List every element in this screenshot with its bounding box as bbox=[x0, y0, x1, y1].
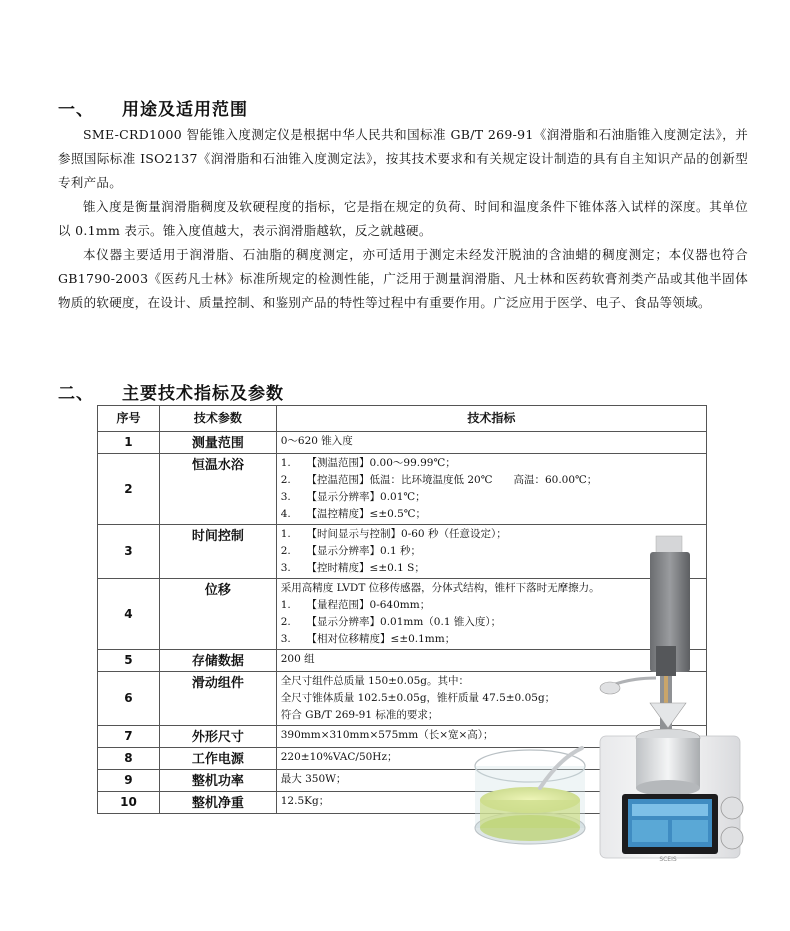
row-parameter: 存储数据 bbox=[159, 650, 276, 672]
row-parameter: 位移 bbox=[159, 579, 276, 650]
section1-title: 用途及适用范围 bbox=[122, 100, 248, 120]
spec-line: 12.5Kg； bbox=[280, 795, 330, 807]
row-parameter: 恒温水浴 bbox=[159, 454, 276, 525]
spec-line: 1. 【量程范围】0-640mm； bbox=[280, 599, 431, 611]
spec-line: 采用高精度 LVDT 位移传感器，分体式结构，锥杆下落时无摩擦力。 bbox=[280, 582, 600, 594]
spec-line: 2. 【控温范围】低温：比环境温度低 20℃ 高温：60.00℃； bbox=[280, 474, 598, 486]
spec-line: 全尺寸组件总质量 150±0.05g。其中： bbox=[280, 675, 470, 687]
row-parameter: 滑动组件 bbox=[159, 672, 276, 726]
row-number: 10 bbox=[98, 792, 160, 814]
header-spec: 技术指标 bbox=[276, 406, 706, 432]
row-parameter: 外形尺寸 bbox=[159, 726, 276, 748]
row-parameter: 工作电源 bbox=[159, 748, 276, 770]
spec-line: 符合 GB/T 269-91 标准的要求； bbox=[280, 709, 439, 721]
header-param: 技术参数 bbox=[159, 406, 276, 432]
section1-number: 一、 bbox=[58, 100, 94, 120]
section2-number: 二、 bbox=[58, 384, 94, 404]
header-no: 序号 bbox=[98, 406, 160, 432]
row-number: 1 bbox=[98, 432, 160, 454]
spec-line: 3. 【控时精度】≤±0.1 S； bbox=[280, 562, 425, 574]
row-number: 4 bbox=[98, 579, 160, 650]
spec-line: 全尺寸锥体质量 102.5±0.05g，锥杆质量 47.5±0.05g； bbox=[280, 692, 556, 704]
table-header-row bbox=[98, 406, 707, 432]
row-number: 6 bbox=[98, 672, 160, 726]
spec-line: 220±10%VAC/50Hz； bbox=[280, 751, 398, 763]
device-brand-label: SCEIS bbox=[659, 856, 677, 863]
row-number: 8 bbox=[98, 748, 160, 770]
row-parameter: 时间控制 bbox=[159, 525, 276, 579]
device-illustration bbox=[470, 528, 750, 868]
spec-line: 最大 350W； bbox=[280, 773, 347, 785]
spec-line: 1. 【测温范围】0.00～99.99℃； bbox=[280, 457, 456, 469]
row-specification bbox=[276, 432, 706, 454]
row-number: 3 bbox=[98, 525, 160, 579]
row-parameter: 测量范围 bbox=[159, 432, 276, 454]
table-row bbox=[98, 454, 707, 525]
row-parameter: 整机净重 bbox=[159, 792, 276, 814]
section1-heading bbox=[58, 95, 248, 120]
spec-line: 390mm×310mm×575mm（长×宽×高）； bbox=[280, 729, 494, 741]
spec-line: 0～620 锥入度 bbox=[280, 435, 353, 447]
table-row bbox=[98, 432, 707, 454]
row-number: 2 bbox=[98, 454, 160, 525]
row-number: 9 bbox=[98, 770, 160, 792]
section1-body bbox=[58, 123, 748, 315]
row-specification bbox=[276, 454, 706, 525]
paragraph-1: SME-CRD1000 智能锥入度测定仪是根据中华人民共和国标准 GB/T 269-91《润滑脂和石油脂锥入度测定法》，并参照国际标准 ISO2137《润滑脂和石油锥入度测定法》，按其技术要求和有关规定设计制造的具有自主知识产品的创新型专利产品。 bbox=[58, 127, 748, 190]
spec-line: 1. 【时间显示与控制】0-60 秒（任意设定）； bbox=[280, 528, 507, 540]
spec-line: 2. 【显示分辨率】0.01mm（0.1 锥入度）； bbox=[280, 616, 502, 628]
row-number: 7 bbox=[98, 726, 160, 748]
spec-line: 200 组 bbox=[280, 653, 315, 665]
section2-heading bbox=[58, 379, 284, 404]
spec-line: 3. 【显示分辨率】0.01℃； bbox=[280, 491, 426, 503]
section2-title: 主要技术指标及参数 bbox=[122, 384, 284, 404]
spec-line: 3. 【相对位移精度】≤±0.1mm； bbox=[280, 633, 456, 645]
spec-line: 2. 【显示分辨率】0.1 秒； bbox=[280, 545, 422, 557]
spec-line: 4. 【温控精度】≤±0.5℃； bbox=[280, 508, 427, 520]
paragraph-3: 本仪器主要适用于润滑脂、石油脂的稠度测定，亦可适用于测定未经发汗脱油的含油蜡的稠度测定；本仪器也符合 GB1790-2003《医药凡士林》标准所规定的检测性能，广泛用于测量润滑脂、凡士林和医药软膏剂类产品或其他半固体物质的软硬度，在设计、质量控制、和鉴别产品的特性等过程中有重要作用。广泛应用于医学、电子、食品等领域。 bbox=[58, 247, 748, 310]
row-parameter: 整机功率 bbox=[159, 770, 276, 792]
row-number: 5 bbox=[98, 650, 160, 672]
paragraph-2: 锥入度是衡量润滑脂稠度及软硬程度的指标，它是指在规定的负荷、时间和温度条件下锥体落入试样的深度。其单位以 0.1mm 表示。锥入度值越大，表示润滑脂越软，反之就越硬。 bbox=[58, 199, 748, 238]
